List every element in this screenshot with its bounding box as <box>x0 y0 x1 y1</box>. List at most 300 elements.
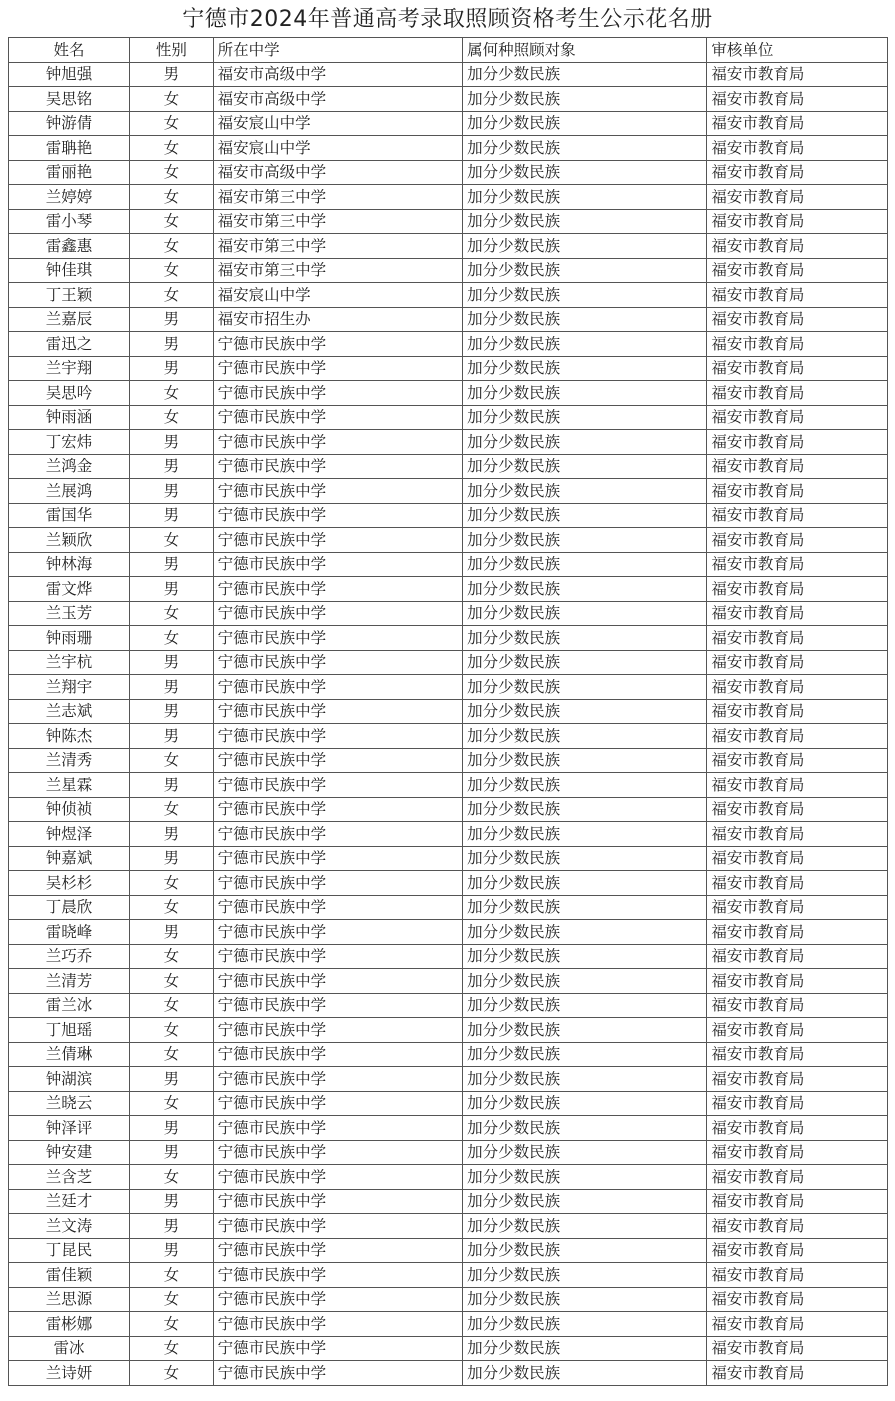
cell-category: 加分少数民族 <box>463 1287 707 1312</box>
cell-category: 加分少数民族 <box>463 381 707 406</box>
cell-gender: 男 <box>130 503 214 528</box>
cell-name: 兰翔宇 <box>9 675 130 700</box>
table-row <box>9 283 888 308</box>
cell-unit: 福安市教育局 <box>707 1238 888 1263</box>
cell-gender: 男 <box>130 822 214 847</box>
cell-gender: 男 <box>130 1214 214 1239</box>
cell-unit: 福安市教育局 <box>707 283 888 308</box>
cell-gender: 女 <box>130 405 214 430</box>
cell-unit: 福安市教育局 <box>707 577 888 602</box>
cell-gender: 男 <box>130 307 214 332</box>
cell-unit: 福安市教育局 <box>707 797 888 822</box>
cell-name: 钟湖滨 <box>9 1067 130 1092</box>
table-row <box>9 1067 888 1092</box>
cell-unit: 福安市教育局 <box>707 1067 888 1092</box>
cell-category: 加分少数民族 <box>463 209 707 234</box>
cell-gender: 女 <box>130 601 214 626</box>
cell-name: 钟陈杰 <box>9 724 130 749</box>
cell-gender: 男 <box>130 479 214 504</box>
cell-unit: 福安市教育局 <box>707 1140 888 1165</box>
cell-name: 钟雨涵 <box>9 405 130 430</box>
table-row <box>9 332 888 357</box>
cell-name: 兰颖欣 <box>9 528 130 553</box>
cell-gender: 女 <box>130 136 214 161</box>
table-row <box>9 307 888 332</box>
cell-category: 加分少数民族 <box>463 258 707 283</box>
header-category: 属何种照顾对象 <box>463 38 707 63</box>
cell-category: 加分少数民族 <box>463 430 707 455</box>
cell-category: 加分少数民族 <box>463 1238 707 1263</box>
cell-name: 兰宇杭 <box>9 650 130 675</box>
cell-gender: 女 <box>130 969 214 994</box>
table-row <box>9 430 888 455</box>
cell-category: 加分少数民族 <box>463 969 707 994</box>
cell-school: 福安宸山中学 <box>213 111 463 136</box>
cell-name: 钟游倩 <box>9 111 130 136</box>
cell-category: 加分少数民族 <box>463 136 707 161</box>
table-header <box>9 38 888 63</box>
cell-unit: 福安市教育局 <box>707 356 888 381</box>
cell-gender: 男 <box>130 552 214 577</box>
table-row <box>9 552 888 577</box>
table-row <box>9 258 888 283</box>
cell-unit: 福安市教育局 <box>707 1189 888 1214</box>
cell-name: 雷迅之 <box>9 332 130 357</box>
cell-unit: 福安市教育局 <box>707 650 888 675</box>
cell-category: 加分少数民族 <box>463 503 707 528</box>
cell-unit: 福安市教育局 <box>707 675 888 700</box>
table-row <box>9 577 888 602</box>
cell-name: 丁宏炜 <box>9 430 130 455</box>
cell-unit: 福安市教育局 <box>707 503 888 528</box>
cell-school: 宁德市民族中学 <box>213 1238 463 1263</box>
cell-category: 加分少数民族 <box>463 528 707 553</box>
cell-unit: 福安市教育局 <box>707 748 888 773</box>
table-row <box>9 601 888 626</box>
cell-gender: 女 <box>130 1018 214 1043</box>
cell-school: 宁德市民族中学 <box>213 748 463 773</box>
cell-gender: 男 <box>130 1140 214 1165</box>
cell-unit: 福安市教育局 <box>707 724 888 749</box>
cell-category: 加分少数民族 <box>463 724 707 749</box>
cell-unit: 福安市教育局 <box>707 1214 888 1239</box>
cell-name: 钟旭强 <box>9 62 130 87</box>
cell-unit: 福安市教育局 <box>707 601 888 626</box>
cell-gender: 女 <box>130 1042 214 1067</box>
cell-category: 加分少数民族 <box>463 895 707 920</box>
cell-school: 宁德市民族中学 <box>213 1067 463 1092</box>
cell-name: 兰巧乔 <box>9 944 130 969</box>
cell-unit: 福安市教育局 <box>707 1312 888 1337</box>
cell-gender: 男 <box>130 675 214 700</box>
cell-school: 宁德市民族中学 <box>213 1312 463 1337</box>
cell-gender: 女 <box>130 895 214 920</box>
cell-school: 福安市高级中学 <box>213 160 463 185</box>
cell-name: 兰晓云 <box>9 1091 130 1116</box>
cell-category: 加分少数民族 <box>463 552 707 577</box>
document-title: 宁德市2024年普通高考录取照顾资格考生公示花名册 <box>182 7 713 32</box>
cell-gender: 男 <box>130 650 214 675</box>
cell-name: 钟泽评 <box>9 1116 130 1141</box>
header-unit: 审核单位 <box>707 38 888 63</box>
cell-category: 加分少数民族 <box>463 1189 707 1214</box>
table-row <box>9 675 888 700</box>
cell-unit: 福安市教育局 <box>707 209 888 234</box>
table-row <box>9 748 888 773</box>
cell-gender: 男 <box>130 356 214 381</box>
cell-name: 钟安建 <box>9 1140 130 1165</box>
cell-unit: 福安市教育局 <box>707 332 888 357</box>
cell-category: 加分少数民族 <box>463 601 707 626</box>
cell-unit: 福安市教育局 <box>707 234 888 259</box>
cell-name: 兰清秀 <box>9 748 130 773</box>
table-row <box>9 356 888 381</box>
cell-gender: 女 <box>130 1165 214 1190</box>
cell-unit: 福安市教育局 <box>707 430 888 455</box>
cell-school: 福安市第三中学 <box>213 209 463 234</box>
cell-gender: 男 <box>130 454 214 479</box>
cell-category: 加分少数民族 <box>463 234 707 259</box>
table-row <box>9 209 888 234</box>
cell-category: 加分少数民族 <box>463 748 707 773</box>
cell-gender: 女 <box>130 1361 214 1386</box>
cell-school: 福安市招生办 <box>213 307 463 332</box>
cell-unit: 福安市教育局 <box>707 969 888 994</box>
cell-gender: 男 <box>130 1189 214 1214</box>
cell-name: 雷文烨 <box>9 577 130 602</box>
cell-category: 加分少数民族 <box>463 1214 707 1239</box>
cell-gender: 男 <box>130 699 214 724</box>
cell-unit: 福安市教育局 <box>707 552 888 577</box>
cell-gender: 女 <box>130 1312 214 1337</box>
cell-unit: 福安市教育局 <box>707 1165 888 1190</box>
cell-gender: 男 <box>130 1116 214 1141</box>
cell-name: 雷佳颖 <box>9 1263 130 1288</box>
cell-category: 加分少数民族 <box>463 87 707 112</box>
cell-unit: 福安市教育局 <box>707 871 888 896</box>
cell-name: 兰鸿金 <box>9 454 130 479</box>
table-row <box>9 1361 888 1386</box>
cell-unit: 福安市教育局 <box>707 699 888 724</box>
cell-school: 福安市高级中学 <box>213 62 463 87</box>
table-row <box>9 87 888 112</box>
cell-unit: 福安市教育局 <box>707 258 888 283</box>
cell-school: 宁德市民族中学 <box>213 577 463 602</box>
cell-unit: 福安市教育局 <box>707 307 888 332</box>
cell-school: 宁德市民族中学 <box>213 797 463 822</box>
cell-school: 宁德市民族中学 <box>213 871 463 896</box>
table-row <box>9 1189 888 1214</box>
cell-category: 加分少数民族 <box>463 626 707 651</box>
cell-name: 丁旭瑶 <box>9 1018 130 1043</box>
cell-category: 加分少数民族 <box>463 283 707 308</box>
table-row <box>9 111 888 136</box>
cell-gender: 女 <box>130 528 214 553</box>
cell-category: 加分少数民族 <box>463 454 707 479</box>
cell-name: 雷小琴 <box>9 209 130 234</box>
cell-name: 雷晓峰 <box>9 920 130 945</box>
cell-category: 加分少数民族 <box>463 577 707 602</box>
cell-school: 宁德市民族中学 <box>213 846 463 871</box>
cell-unit: 福安市教育局 <box>707 1091 888 1116</box>
cell-school: 宁德市民族中学 <box>213 332 463 357</box>
cell-unit: 福安市教育局 <box>707 1116 888 1141</box>
cell-name: 兰含芝 <box>9 1165 130 1190</box>
cell-name: 吴思铭 <box>9 87 130 112</box>
cell-category: 加分少数民族 <box>463 846 707 871</box>
cell-school: 宁德市民族中学 <box>213 1361 463 1386</box>
cell-name: 雷聃艳 <box>9 136 130 161</box>
cell-category: 加分少数民族 <box>463 1312 707 1337</box>
cell-unit: 福安市教育局 <box>707 381 888 406</box>
cell-gender: 女 <box>130 626 214 651</box>
cell-category: 加分少数民族 <box>463 1140 707 1165</box>
cell-category: 加分少数民族 <box>463 185 707 210</box>
cell-category: 加分少数民族 <box>463 822 707 847</box>
cell-school: 宁德市民族中学 <box>213 626 463 651</box>
cell-unit: 福安市教育局 <box>707 185 888 210</box>
cell-unit: 福安市教育局 <box>707 1263 888 1288</box>
cell-name: 丁昆民 <box>9 1238 130 1263</box>
cell-gender: 女 <box>130 381 214 406</box>
table-body <box>9 62 888 1385</box>
table-row <box>9 1140 888 1165</box>
cell-category: 加分少数民族 <box>463 160 707 185</box>
cell-name: 吴思吟 <box>9 381 130 406</box>
header-row <box>9 38 888 63</box>
cell-school: 宁德市民族中学 <box>213 1214 463 1239</box>
cell-category: 加分少数民族 <box>463 332 707 357</box>
cell-category: 加分少数民族 <box>463 356 707 381</box>
table-row <box>9 479 888 504</box>
cell-name: 兰诗妍 <box>9 1361 130 1386</box>
cell-category: 加分少数民族 <box>463 405 707 430</box>
cell-unit: 福安市教育局 <box>707 405 888 430</box>
cell-gender: 女 <box>130 748 214 773</box>
cell-category: 加分少数民族 <box>463 307 707 332</box>
table-row <box>9 969 888 994</box>
table-row <box>9 797 888 822</box>
cell-category: 加分少数民族 <box>463 1165 707 1190</box>
cell-school: 宁德市民族中学 <box>213 822 463 847</box>
table-row <box>9 1312 888 1337</box>
cell-school: 宁德市民族中学 <box>213 405 463 430</box>
table-row <box>9 1116 888 1141</box>
cell-name: 钟煜泽 <box>9 822 130 847</box>
cell-name: 钟嘉斌 <box>9 846 130 871</box>
cell-gender: 男 <box>130 773 214 798</box>
cell-school: 宁德市民族中学 <box>213 430 463 455</box>
cell-gender: 女 <box>130 111 214 136</box>
table-row <box>9 871 888 896</box>
cell-name: 钟佳琪 <box>9 258 130 283</box>
cell-school: 宁德市民族中学 <box>213 528 463 553</box>
cell-school: 宁德市民族中学 <box>213 969 463 994</box>
cell-category: 加分少数民族 <box>463 1091 707 1116</box>
cell-school: 福安市第三中学 <box>213 185 463 210</box>
table-row <box>9 1214 888 1239</box>
table-row <box>9 503 888 528</box>
table-row <box>9 699 888 724</box>
cell-name: 钟雨珊 <box>9 626 130 651</box>
cell-name: 雷国华 <box>9 503 130 528</box>
cell-school: 宁德市民族中学 <box>213 1287 463 1312</box>
cell-name: 兰宇翔 <box>9 356 130 381</box>
cell-category: 加分少数民族 <box>463 797 707 822</box>
cell-category: 加分少数民族 <box>463 1042 707 1067</box>
cell-school: 宁德市民族中学 <box>213 895 463 920</box>
cell-gender: 女 <box>130 283 214 308</box>
cell-gender: 女 <box>130 993 214 1018</box>
cell-unit: 福安市教育局 <box>707 454 888 479</box>
cell-school: 宁德市民族中学 <box>213 944 463 969</box>
cell-gender: 女 <box>130 871 214 896</box>
table-row <box>9 724 888 749</box>
table-row <box>9 920 888 945</box>
roster-table <box>8 37 888 1386</box>
cell-unit: 福安市教育局 <box>707 822 888 847</box>
cell-school: 宁德市民族中学 <box>213 724 463 749</box>
cell-category: 加分少数民族 <box>463 944 707 969</box>
cell-school: 福安宸山中学 <box>213 136 463 161</box>
header-school: 所在中学 <box>213 38 463 63</box>
cell-unit: 福安市教育局 <box>707 62 888 87</box>
table-row <box>9 846 888 871</box>
cell-school: 宁德市民族中学 <box>213 920 463 945</box>
table-row <box>9 1263 888 1288</box>
table-row <box>9 1336 888 1361</box>
table-row <box>9 1238 888 1263</box>
cell-name: 兰嘉辰 <box>9 307 130 332</box>
cell-name: 雷彬娜 <box>9 1312 130 1337</box>
cell-gender: 女 <box>130 185 214 210</box>
cell-category: 加分少数民族 <box>463 111 707 136</box>
cell-gender: 男 <box>130 1067 214 1092</box>
cell-school: 宁德市民族中学 <box>213 1042 463 1067</box>
cell-school: 宁德市民族中学 <box>213 503 463 528</box>
cell-name: 兰文涛 <box>9 1214 130 1239</box>
cell-gender: 女 <box>130 209 214 234</box>
header-gender: 性别 <box>130 38 214 63</box>
cell-school: 福安市第三中学 <box>213 258 463 283</box>
cell-category: 加分少数民族 <box>463 62 707 87</box>
cell-name: 兰倩琳 <box>9 1042 130 1067</box>
cell-school: 宁德市民族中学 <box>213 552 463 577</box>
cell-unit: 福安市教育局 <box>707 1018 888 1043</box>
cell-school: 宁德市民族中学 <box>213 356 463 381</box>
cell-name: 丁王颖 <box>9 283 130 308</box>
cell-category: 加分少数民族 <box>463 1263 707 1288</box>
cell-category: 加分少数民族 <box>463 1361 707 1386</box>
cell-name: 兰志斌 <box>9 699 130 724</box>
table-row <box>9 454 888 479</box>
cell-unit: 福安市教育局 <box>707 1042 888 1067</box>
cell-gender: 男 <box>130 1238 214 1263</box>
cell-school: 福安宸山中学 <box>213 283 463 308</box>
cell-school: 福安市高级中学 <box>213 87 463 112</box>
cell-school: 宁德市民族中学 <box>213 454 463 479</box>
cell-school: 宁德市民族中学 <box>213 993 463 1018</box>
cell-gender: 女 <box>130 87 214 112</box>
table-row <box>9 1042 888 1067</box>
cell-category: 加分少数民族 <box>463 1116 707 1141</box>
cell-name: 雷兰冰 <box>9 993 130 1018</box>
cell-unit: 福安市教育局 <box>707 111 888 136</box>
cell-unit: 福安市教育局 <box>707 626 888 651</box>
cell-gender: 男 <box>130 430 214 455</box>
cell-school: 宁德市民族中学 <box>213 1140 463 1165</box>
cell-school: 宁德市民族中学 <box>213 1189 463 1214</box>
cell-category: 加分少数民族 <box>463 1067 707 1092</box>
cell-gender: 男 <box>130 332 214 357</box>
cell-category: 加分少数民族 <box>463 1018 707 1043</box>
table-row <box>9 381 888 406</box>
cell-gender: 女 <box>130 1263 214 1288</box>
table-row <box>9 895 888 920</box>
cell-school: 宁德市民族中学 <box>213 479 463 504</box>
table-row <box>9 1287 888 1312</box>
cell-school: 宁德市民族中学 <box>213 1165 463 1190</box>
cell-school: 宁德市民族中学 <box>213 699 463 724</box>
cell-school: 宁德市民族中学 <box>213 1263 463 1288</box>
cell-unit: 福安市教育局 <box>707 160 888 185</box>
cell-name: 丁晨欣 <box>9 895 130 920</box>
cell-category: 加分少数民族 <box>463 871 707 896</box>
cell-school: 宁德市民族中学 <box>213 1091 463 1116</box>
cell-unit: 福安市教育局 <box>707 920 888 945</box>
cell-unit: 福安市教育局 <box>707 136 888 161</box>
cell-name: 钟侦祯 <box>9 797 130 822</box>
cell-gender: 男 <box>130 724 214 749</box>
table-row <box>9 136 888 161</box>
cell-gender: 男 <box>130 577 214 602</box>
cell-name: 兰思源 <box>9 1287 130 1312</box>
cell-school: 宁德市民族中学 <box>213 650 463 675</box>
cell-unit: 福安市教育局 <box>707 1287 888 1312</box>
cell-category: 加分少数民族 <box>463 1336 707 1361</box>
cell-category: 加分少数民族 <box>463 650 707 675</box>
cell-unit: 福安市教育局 <box>707 87 888 112</box>
cell-name: 雷冰 <box>9 1336 130 1361</box>
table-row <box>9 993 888 1018</box>
cell-unit: 福安市教育局 <box>707 944 888 969</box>
table-row <box>9 1165 888 1190</box>
table-row <box>9 405 888 430</box>
table-row <box>9 234 888 259</box>
cell-category: 加分少数民族 <box>463 675 707 700</box>
cell-school: 宁德市民族中学 <box>213 675 463 700</box>
cell-name: 吴杉杉 <box>9 871 130 896</box>
cell-name: 兰星霖 <box>9 773 130 798</box>
table-row <box>9 626 888 651</box>
cell-category: 加分少数民族 <box>463 699 707 724</box>
cell-gender: 男 <box>130 920 214 945</box>
cell-gender: 女 <box>130 234 214 259</box>
cell-name: 钟林海 <box>9 552 130 577</box>
cell-category: 加分少数民族 <box>463 773 707 798</box>
cell-category: 加分少数民族 <box>463 920 707 945</box>
cell-unit: 福安市教育局 <box>707 846 888 871</box>
cell-unit: 福安市教育局 <box>707 993 888 1018</box>
cell-school: 宁德市民族中学 <box>213 1018 463 1043</box>
cell-name: 兰廷才 <box>9 1189 130 1214</box>
cell-name: 兰清芳 <box>9 969 130 994</box>
cell-gender: 女 <box>130 1336 214 1361</box>
cell-category: 加分少数民族 <box>463 993 707 1018</box>
cell-school: 宁德市民族中学 <box>213 381 463 406</box>
table-row <box>9 773 888 798</box>
cell-school: 宁德市民族中学 <box>213 1116 463 1141</box>
